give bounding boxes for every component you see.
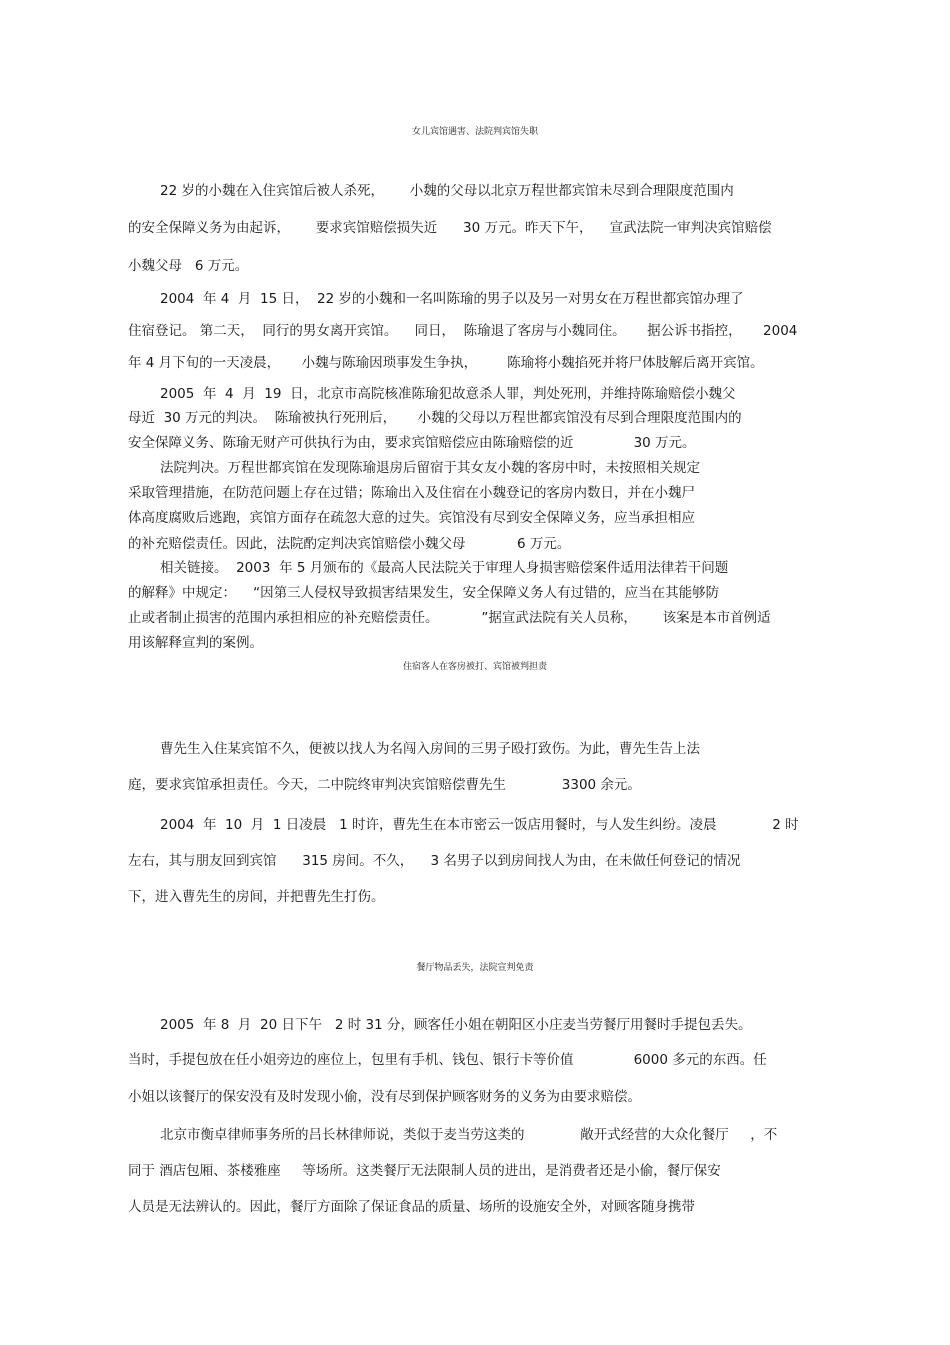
text-line: 22 岁的小魏在入住宾馆后被人杀死， 小魏的父母以北京万程世都宾馆未尽到合理限度范围内 (160, 183, 734, 199)
text-line: 安全保障义务、陈瑜无财产可供执行为由，要求宾馆赔偿应由陈瑜赔偿的近 30 万元。 (128, 435, 696, 451)
text-line: 北京市衡卓律师事务所的吕长林律师说，类似于麦当劳这类的 敞开式经营的大众化餐厅 ，不 (160, 1127, 778, 1143)
text-line: 母近 30 万元的判决。 陈瑜被执行死刑后， 小魏的父母以万程世都宾馆没有尽到合理限度范围内的 (128, 410, 742, 426)
text-line: 2005 年 8 月 20 日下午 2 时 31 分，顾客任小姐在朝阳区小庄麦当劳餐厅用餐时手提包丢失。 (160, 1017, 752, 1033)
text-line: 下，进入曹先生的房间，并把曹先生打伤。 (128, 889, 385, 905)
text-line: 曹先生入住某宾馆不久，便被以找人为名闯入房间的三男子殴打致伤。为此，曹先生告上法 (160, 741, 700, 757)
text-line: 人员是无法辨认的。因此，餐厅方面除了保证食品的质量、场所的设施安全外，对顾客随身携带 (128, 1199, 695, 1215)
section-title: 住宿客人在客房被打、宾馆被判担责 (402, 662, 547, 672)
text-line: 用该解释宣判的案例。 (128, 635, 263, 651)
text-line: 同于 酒店包厢、茶楼雅座 等场所。这类餐厅无法限制人员的进出，是消费者还是小偷，餐厅保安 (128, 1163, 721, 1179)
text-line: 采取管理措施，在防范问题上存在过错；陈瑜出入及住宿在小魏登记的客房内数日，并在小魏尸 (128, 485, 695, 501)
text-line: 左右，其与朋友回到宾馆 315 房间。不久， 3 名男子以到房间找人为由，在未做任何登记的情况 (128, 853, 741, 869)
text-line: 体高度腐败后逃跑，宾馆方面存在疏忽大意的过失。宾馆没有尽到安全保障义务，应当承担相应 (128, 510, 695, 526)
text-line: 庭，要求宾馆承担责任。今天，二中院终审判决宾馆赔偿曹先生 3300 余元。 (128, 777, 641, 793)
text-line: 相关链接。 2003 年 5 月颁布的《最高人民法院关于审理人身损害赔偿案件适用法律若干问题 (160, 560, 729, 576)
text-line: 2004 年 4 月 15 日， 22 岁的小魏和一名叫陈瑜的男子以及另一对男女在万程世都宾馆办理了 (160, 291, 744, 307)
text-line: 的补充赔偿责任。因此，法院酌定判决宾馆赔偿小魏父母 6 万元。 (128, 536, 571, 552)
text-line: 的解释》中规定： “因第三人侵权导致损害结果发生，安全保障义务人有过错的，应当在其能够防 (128, 585, 720, 601)
section-title: 餐厅物品丢失，法院宣判免责 (416, 963, 534, 973)
text-line: 法院判决。万程世都宾馆在发现陈瑜退房后留宿于其女友小魏的客房中时，未按照相关规定 (160, 460, 700, 476)
section-title: 女儿宾馆遇害、法院判宾馆失职 (411, 127, 538, 137)
text-line: 2005 年 4 月 19 日，北京市高院核准陈瑜犯故意杀人罪，判处死刑，并维持陈瑜赔偿小魏父 (160, 386, 736, 402)
text-line: 住宿登记。 第二天， 同行的男女离开宾馆。 同日， 陈瑜退了客房与小魏同住。 据公诉书指控， 2004 (128, 323, 798, 339)
text-line: 的安全保障义务为由起诉， 要求宾馆赔偿损失近 30 万元。昨天下午， 宣武法院一审判决宾馆赔偿 (128, 220, 772, 236)
text-line: 小魏父母 6 万元。 (128, 258, 249, 274)
text-line: 年 4 月下旬的一天凌晨， 小魏与陈瑜因琐事发生争执， 陈瑜将小魏掐死并将尸体肢解后离开宾馆。 (128, 355, 764, 371)
text-line: 止或者制止损害的范围内承担相应的补充赔偿责任。 ”据宣武法院有关人员称， 该案是本市首例适 (128, 610, 771, 626)
text-line: 2004 年 10 月 1 日凌晨 1 时许，曹先生在本市密云一饭店用餐时，与人发生纠纷。凌晨 2 时 (160, 817, 799, 833)
text-line: 当时，手提包放在任小姐旁边的座位上，包里有手机、钱包、银行卡等价值 6000 多元的东西。任 (128, 1052, 767, 1068)
text-line: 小姐以该餐厅的保安没有及时发现小偷，没有尽到保护顾客财务的义务为由要求赔偿。 (128, 1089, 641, 1105)
